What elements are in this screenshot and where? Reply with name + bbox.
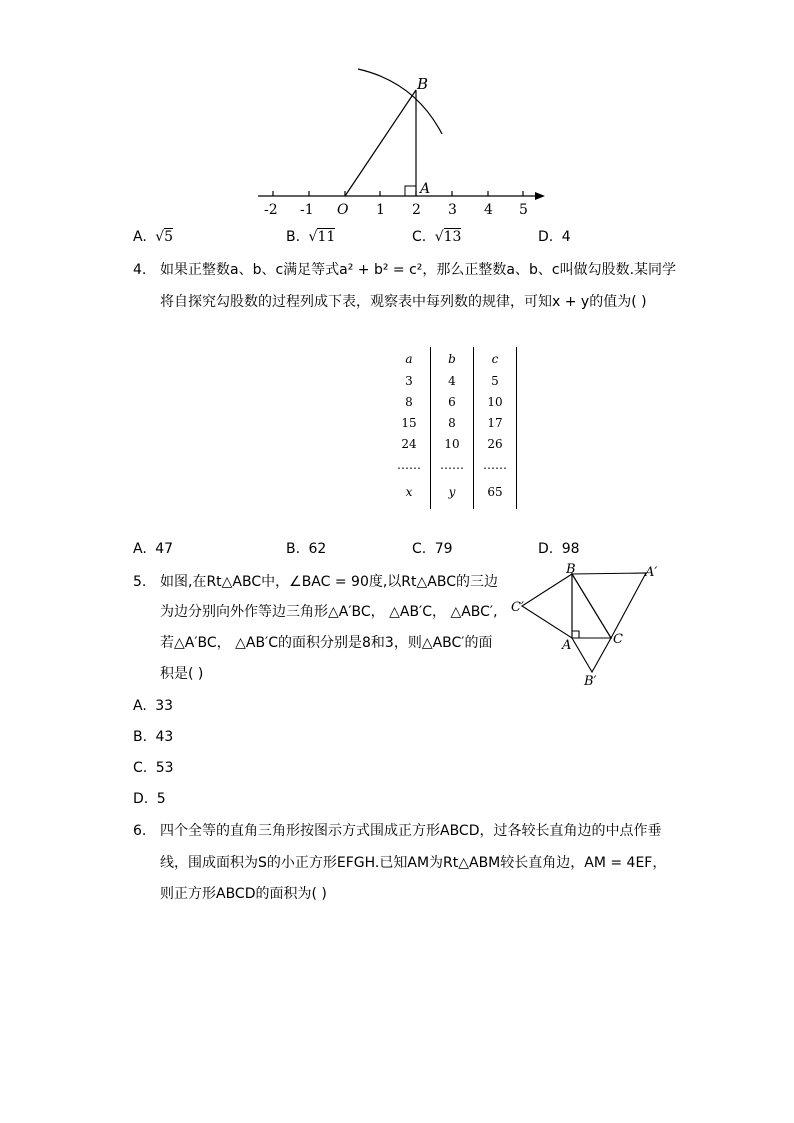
table-cell: 3 xyxy=(388,370,431,391)
q3-tick-label: 1 xyxy=(376,202,385,218)
option-letter: D. xyxy=(538,541,554,557)
q5-label-b: B xyxy=(566,562,576,577)
q3-tick-label: -1 xyxy=(300,202,314,218)
option-value: 5 xyxy=(156,791,166,807)
q5-label-b-prime: B′ xyxy=(584,674,597,689)
option-letter: A. xyxy=(133,541,147,557)
q4-number: 4. xyxy=(133,262,147,278)
q3-tick-label: 4 xyxy=(484,202,493,218)
q5-option-a[interactable] xyxy=(133,698,173,714)
q6-number: 6. xyxy=(133,823,147,839)
table-header: c xyxy=(474,347,517,370)
option-value: 13 xyxy=(443,229,462,245)
q4-option-c[interactable] xyxy=(412,541,453,557)
option-value: 62 xyxy=(308,541,327,557)
table-cell: y xyxy=(431,475,474,509)
q5-triangle-ab-prime-c xyxy=(572,638,611,672)
q3-right-angle-mark xyxy=(405,186,416,196)
table-cell: 65 xyxy=(474,475,517,509)
q3-tick-label: O xyxy=(337,202,349,218)
table-cell: …… xyxy=(474,454,517,475)
q5-label-c-prime: C′ xyxy=(511,600,524,615)
q5-option-d[interactable] xyxy=(133,791,166,807)
option-value: 79 xyxy=(434,541,453,557)
q5-line3: 若△A′BC， △AB′C的面积分别是8和3，则△ABC′的面 xyxy=(160,635,493,651)
q5-number: 5. xyxy=(133,574,147,590)
q5-label-a: A xyxy=(562,638,572,653)
q4-option-b[interactable] xyxy=(286,541,326,557)
table-row xyxy=(388,433,517,454)
option-value: 33 xyxy=(155,698,174,714)
table-cell: …… xyxy=(388,454,431,475)
q4-line1: 如果正整数a、b、c满足等式a² + b² = c²，那么正整数a、b、c叫做勾股数.某同学 xyxy=(160,262,677,278)
table-header: a xyxy=(388,347,431,370)
option-value: 47 xyxy=(155,541,174,557)
table-cell: …… xyxy=(431,454,474,475)
option-value: 53 xyxy=(155,760,174,776)
q5-option-b[interactable] xyxy=(133,729,173,745)
table-cell: 4 xyxy=(431,370,474,391)
q6-line2: 线，围成面积为S的小正方形EFGH.已知AM为Rt△ABM较长直角边，AM = 4EF， xyxy=(160,855,667,871)
q3-arc xyxy=(358,69,442,134)
q3-ticks xyxy=(273,191,523,196)
table-row xyxy=(388,475,517,509)
q3-option-a[interactable] xyxy=(133,229,173,245)
pythagorean-table xyxy=(388,347,517,509)
table-cell: 15 xyxy=(388,412,431,433)
q3-tick-label: -2 xyxy=(264,202,278,218)
q5-line1: 如图,在Rt△ABC中，∠BAC = 90度,以Rt△ABC的三边 xyxy=(160,574,498,590)
option-value: 98 xyxy=(561,541,580,557)
q3-figure xyxy=(250,62,550,222)
option-letter: B. xyxy=(133,729,148,745)
option-letter: C. xyxy=(412,229,427,245)
table-cell: 10 xyxy=(474,391,517,412)
table-cell: 5 xyxy=(474,370,517,391)
table-cell: 6 xyxy=(431,391,474,412)
q6-line1: 四个全等的直角三角形按图示方式围成正方形ABCD，过各较长直角边的中点作垂 xyxy=(160,823,662,839)
table-cell: 24 xyxy=(388,433,431,454)
table-cell: x xyxy=(388,475,431,509)
q3-tick-label: 3 xyxy=(448,202,457,218)
q3-option-c[interactable] xyxy=(412,229,461,245)
q5-figure xyxy=(508,560,668,690)
q5-triangle-abc-prime xyxy=(522,574,572,638)
table-row xyxy=(388,391,517,412)
table-cell: 10 xyxy=(431,433,474,454)
table-cell: 17 xyxy=(474,412,517,433)
q5-option-c[interactable] xyxy=(133,760,174,776)
q3-label-a: A xyxy=(420,181,431,197)
option-letter: A. xyxy=(133,229,147,245)
q3-segment-ob xyxy=(345,90,416,196)
q6-line3: 则正方形ABCD的面积为( ) xyxy=(160,886,327,902)
q3-tick-label: 5 xyxy=(519,202,528,218)
option-letter: C. xyxy=(412,541,427,557)
q4-option-d[interactable] xyxy=(538,541,580,557)
table-header: b xyxy=(431,347,474,370)
q5-triangle-a-prime-bc xyxy=(572,573,646,638)
option-letter: B. xyxy=(286,541,301,557)
table-cell: 8 xyxy=(431,412,474,433)
table-row xyxy=(388,412,517,433)
option-letter: A. xyxy=(133,698,147,714)
q3-option-d[interactable] xyxy=(538,229,571,245)
option-value: 4 xyxy=(561,229,571,245)
q5-line2: 为边分别向外作等边三角形△A′BC， △AB′C， △ABC′, xyxy=(160,604,498,620)
q3-option-b[interactable] xyxy=(286,229,335,245)
q3-arrow-icon xyxy=(535,192,545,200)
sqrt-icon: √ xyxy=(155,229,165,245)
table-cell: 26 xyxy=(474,433,517,454)
option-letter: D. xyxy=(133,791,149,807)
option-letter: D. xyxy=(538,229,554,245)
q5-label-c: C xyxy=(613,632,623,647)
q3-tick-label: 2 xyxy=(412,202,421,218)
table-row xyxy=(388,454,517,475)
table-row xyxy=(388,370,517,391)
q3-label-b: B xyxy=(417,75,429,93)
option-value: 43 xyxy=(155,729,174,745)
option-letter: B. xyxy=(286,229,301,245)
sqrt-icon: √ xyxy=(308,229,318,245)
sqrt-icon: √ xyxy=(434,229,444,245)
q5-line4: 积是( ) xyxy=(160,666,204,682)
option-letter: C. xyxy=(133,760,148,776)
q5-right-angle-mark xyxy=(572,631,579,638)
q5-label-a-prime: A′ xyxy=(645,565,658,580)
q4-option-a[interactable] xyxy=(133,541,173,557)
q4-line2: 将自探究勾股数的过程列成下表，观察表中每列数的规律，可知x + y的值为( ) xyxy=(160,294,647,310)
table-header-row xyxy=(388,347,517,370)
table-cell: 8 xyxy=(388,391,431,412)
option-value: 5 xyxy=(164,229,174,245)
option-value: 11 xyxy=(317,229,336,245)
